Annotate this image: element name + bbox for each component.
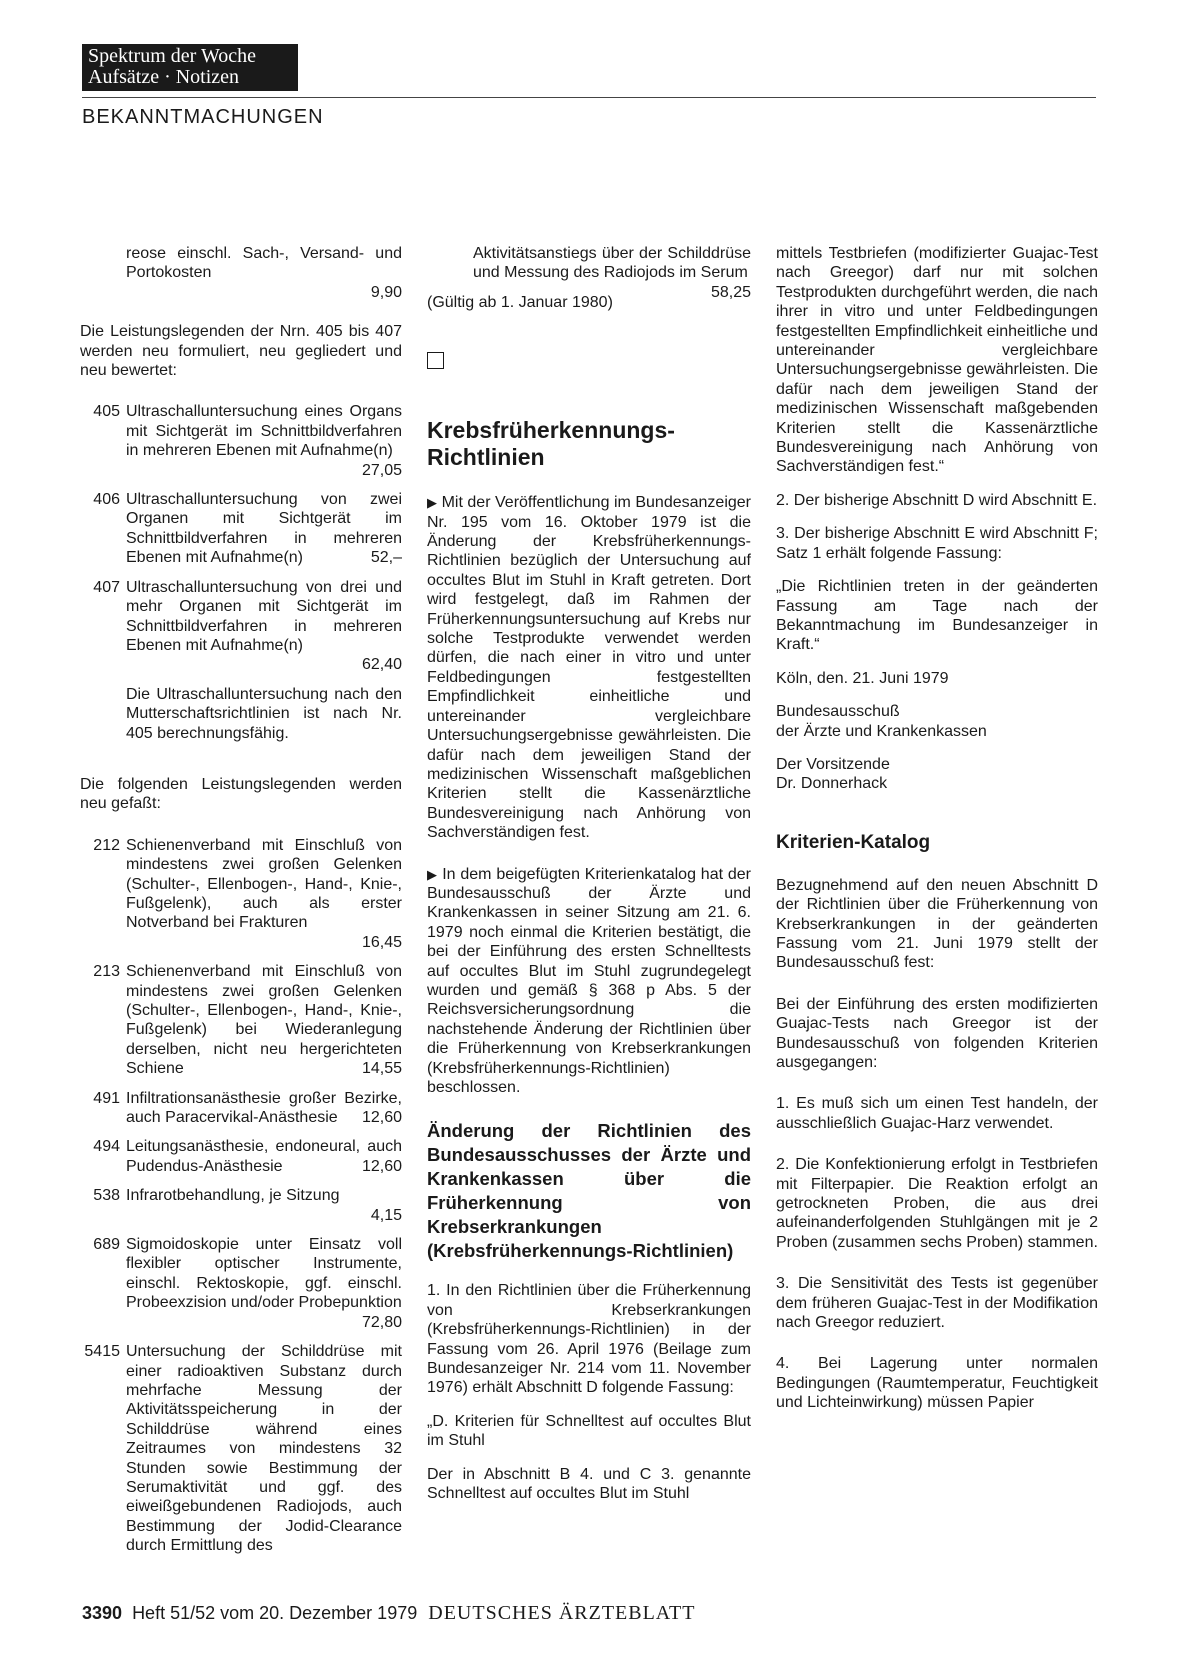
org-line-2: der Ärzte und Krankenkassen [776,722,987,740]
masthead-line1: Spektrum der Woche [88,45,256,67]
continued-entry [80,244,402,302]
fee-entry-213 [80,962,402,1078]
validity-note: (Gültig ab 1. Januar 1980) [427,293,613,311]
fee-entry-212 [80,836,402,952]
entry-price: 4,15 [370,1206,402,1224]
paragraph: mittels Testbriefen (modifizierter Guajac-Test nach Greegor) darf nur mit solchen Testprodukten durchgeführt werden, die nach ihrer in vitro und unter Feldbedingungen festgestellten Empfindlichkeit einheitliche und untereinander vergleichbare Untersuchungsergebnisse gewährleisten. Die dafür nach dem jeweiligen Stand der medizinischen Wissenschaft maßgebenden Kriterien stellt die Kassenärztliche Bundesvereinigung nach Anhörung von Sachverständigen fest.“ [776,245,1098,476]
signature-org [776,702,1098,741]
square-box-icon [427,352,444,369]
column-1 [80,244,402,1566]
section-heading: Kriterien-Katalog [776,831,931,853]
paragraph: In dem beigefügten Kriterienkatalog hat der Bundesausschuß der Ärzte und Krankenkassen in seiner Sitzung am 21. 6. 1979 noch einmal die Kriterien bestätigt, die bei der Einführung des ersten Schnelltests auf occultes Blut im Stuhl zugrundegelegt wurden und gemäß § 368 p Abs. 5 der Reichsversicherungsordnung die nachstehende Änderung der Richtlinien über die Früherkennung von Krebserkrankungen (Krebsfrüherkennungs-Richtlinien) beschlossen. [427,865,751,1096]
triangle-bullet-icon: ▶ [427,495,438,511]
fee-entry-405 [80,402,402,480]
paragraph: 2. Die Konfektionierung erfolgt in Testbriefen mit Filterpapier. Die Reaktion erfolgt an getrockneten Proben, die aus drei aufeinanderfolgenden Stuhlgängen mit je 2 Proben (zusammen sechs Proben) stammen. [776,1156,1098,1251]
subheading: Änderung der Richtlinien des Bundesausschusses der Ärzte und Krankenkassen über die Früherkennung von Krebserkrankungen (Krebsfrüherkennungs-Richtlinien) [427,1120,751,1262]
entry-number: 405 [93,403,120,421]
masthead-line2: Aufsätze · Notizen [88,66,240,88]
fee-entry-494 [80,1137,402,1176]
entry-number: 213 [93,963,120,981]
paragraph: Die folgenden Leistungslegenden werden neu gefaßt: [80,775,402,813]
masthead [82,44,298,91]
continued-entry [427,244,751,301]
entry-number: 538 [93,1187,120,1205]
entry-price: 9,90 [370,283,402,301]
entry-price: 16,45 [361,933,402,951]
entry-text: Ultraschalluntersuchung von zwei Organen mit Sichtgerät im Schnittbildverfahren in mehreren Ebenen mit Aufnahme(n) [126,491,402,567]
entry-price: 52,– [370,549,402,567]
paragraph: Die Leistungslegenden der Nrn. 405 bis 407 werden neu formuliert, neu gegliedert und neu bewertet: [80,323,402,380]
paragraph: 4. Bei Lagerung unter normalen Bedingungen (Raumtemperatur, Feuchtigkeit und Lichteinwirkung) müssen Papier [776,1355,1098,1412]
entry-price: 27,05 [361,461,402,479]
entry-number: 407 [93,578,120,596]
entry-text: Aktivitätsanstiegs über der Schilddrüse und Messung des Radiojods im Serum [473,245,751,282]
entry-number: 406 [93,491,120,509]
entry-price: 12,60 [361,1109,402,1127]
note-paragraph: Die Ultraschalluntersuchung nach den Mutterschaftsrichtlinien ist nach Nr. 405 berechnungsfähig. [126,685,402,742]
fee-entry-689 [80,1235,402,1332]
paragraph: 3. Der bisherige Abschnitt E wird Abschnitt F; Satz 1 erhält folgende Fassung: [776,525,1098,562]
issue-info: Heft 51/52 vom 20. Dezember 1979 [132,1603,418,1623]
entry-text: Ultraschalluntersuchung eines Organs mit Sichtgerät im Schnittbildverfahren in mehreren Ebenen mit Aufnahme(n) [126,403,402,460]
org-line-1: Bundesausschuß [776,703,900,721]
page-number: 3390 [82,1603,123,1623]
page-footer [82,1602,695,1625]
entry-price: 72,80 [361,1313,402,1331]
signature-chair [776,755,1098,794]
entry-price: 14,55 [361,1060,402,1078]
entry-text: Sigmoidoskopie unter Einsatz voll flexibler optischer Instrumente, einschl. Rektoskopie, ggf. einschl. Probeexzision und/oder Probepunktion [126,1236,402,1312]
journal-name: DEUTSCHES ÄRZTEBLATT [428,1602,696,1624]
entry-price: 58,25 [710,283,751,301]
entry-number: 689 [93,1236,120,1254]
entry-text: Infiltrationsanästhesie großer Bezirke, auch Paracervikal-Anästhesie [126,1089,402,1127]
paragraph: 2. Der bisherige Abschnitt D wird Abschnitt E. [776,491,1098,509]
entry-text: reose einschl. Sach-, Versand- und Portokosten [126,245,402,282]
paragraph: Der in Abschnitt B 4. und C 3. genannte Schnelltest auf occultes Blut im Stuhl [427,1465,751,1503]
paragraph: 3. Die Sensitivität des Tests ist gegenüber dem früheren Guajac-Test in der Modifikation nach Greegor reduziert. [776,1275,1098,1332]
fee-entry-407 [80,578,402,675]
column-3 [776,244,1098,1427]
section-title: BEKANNTMACHUNGEN [82,106,324,128]
fee-entry-491 [80,1089,402,1128]
triangle-bullet-icon: ▶ [427,866,438,882]
fee-entry-5415 [80,1342,402,1555]
column-2 [427,244,751,1517]
header-rule [82,97,1096,98]
entry-text: Untersuchung der Schilddrüse mit einer radioaktiven Substanz durch mehrfache Messung der Aktivitätsspeicherung in der Schilddrüse während eines Zeitraumes von mindestens 32 Stunden sowie Bestimmung der Serumaktivität und ggf. des eiweißgebundenen Radiojods, auch Bestimmung der Jodid-Clearance durch Ermittlung des [126,1343,402,1555]
entry-text: Schienenverband mit Einschluß von mindestens zwei großen Gelenken (Schulter-, Ellenbogen-, Hand-, Knie-, Fußgelenk) bei Wiederanlegung derselben, nicht neu hergerichteten Schiene [126,963,402,1078]
entry-text: Schienenverband mit Einschluß von mindestens zwei großen Gelenken (Schulter-, Ellenbogen-, Hand-, Knie-, Fußgelenk), auch als erster Notverband bei Frakturen [126,836,402,932]
place-date: Köln, den. 21. Juni 1979 [776,669,949,687]
entry-text: Infrarotbehandlung, je Sitzung [126,1187,340,1205]
entry-text: Ultraschalluntersuchung von drei und mehr Organen mit Sichtgerät im Schnittbildverfahren in mehreren Ebenen mit Aufnahme(n) [126,578,402,654]
paragraph: Mit der Veröffentlichung im Bundesanzeiger Nr. 195 vom 16. Oktober 1979 ist die Änderung der Krebsfrüherkennungs-Richtlinien bezüglich der Untersuchung auf occultes Blut im Stuhl in Kraft getreten. Dort wird festgelegt, daß im Rahmen der Früherkennungsuntersuchung auf Krebs nur solche Testprodukte verwendet werden dürfen, die nach einer in vitro und unter Feldbedingungen festgestellten Empfindlichkeit einheitliche und untereinander vergleichbare Untersuchungsergebnisse gewährleisten. Die dafür nach dem jeweiligen Stand der medizinischen Wissenschaft maßgeblichen Kriterien stellt die Kassenärztliche Bundesvereinigung nach Anhörung von Sachverständigen fest. [427,494,751,842]
chair-line-1: Der Vorsitzende [776,755,890,773]
entry-price: 62,40 [361,656,402,674]
entry-number: 491 [93,1089,120,1107]
fee-entry-538 [80,1186,402,1225]
entry-number: 212 [93,836,120,854]
paragraph: „Die Richtlinien treten in der geänderten Fassung am Tage nach der Bekanntmachung im Bundesanzeiger in Kraft.“ [776,578,1098,654]
paragraph: 1. Es muß sich um einen Test handeln, der ausschließlich Guajac-Harz verwendet. [776,1095,1098,1132]
paragraph: 1. In den Richtlinien über die Früherkennung von Krebserkrankungen (Krebsfrüherkennungs-Richtlinien) in der Fassung vom 26. April 1976 (Beilage zum Bundesanzeiger Nr. 214 vom 11. November 1976) erhält Abschnitt D folgende Fassung: [427,1282,751,1397]
paragraph: Bei der Einführung des ersten modifizierten Guajac-Tests nach Greegor ist der Bundesausschuß von folgenden Kriterien ausgegangen: [776,995,1098,1071]
paragraph: Bezugnehmend auf den neuen Abschnitt D der Richtlinien über die Früherkennung von Krebserkrankungen in der geänderten Fassung vom 21. Juni 1979 stellt der Bundesausschuß fest: [776,876,1098,972]
article-heading: Krebsfrüherkennungs-Richtlinien [427,417,675,471]
entry-text: Leitungsanästhesie, endoneural, auch Pudendus-Anästhesie [126,1138,402,1175]
entry-number: 494 [93,1138,120,1156]
chair-line-2: Dr. Donnerhack [776,775,888,793]
entry-price: 12,60 [361,1157,402,1175]
fee-entry-406 [80,490,402,568]
entry-number: 5415 [84,1343,120,1361]
paragraph: „D. Kriterien für Schnelltest auf occultes Blut im Stuhl [427,1412,751,1450]
